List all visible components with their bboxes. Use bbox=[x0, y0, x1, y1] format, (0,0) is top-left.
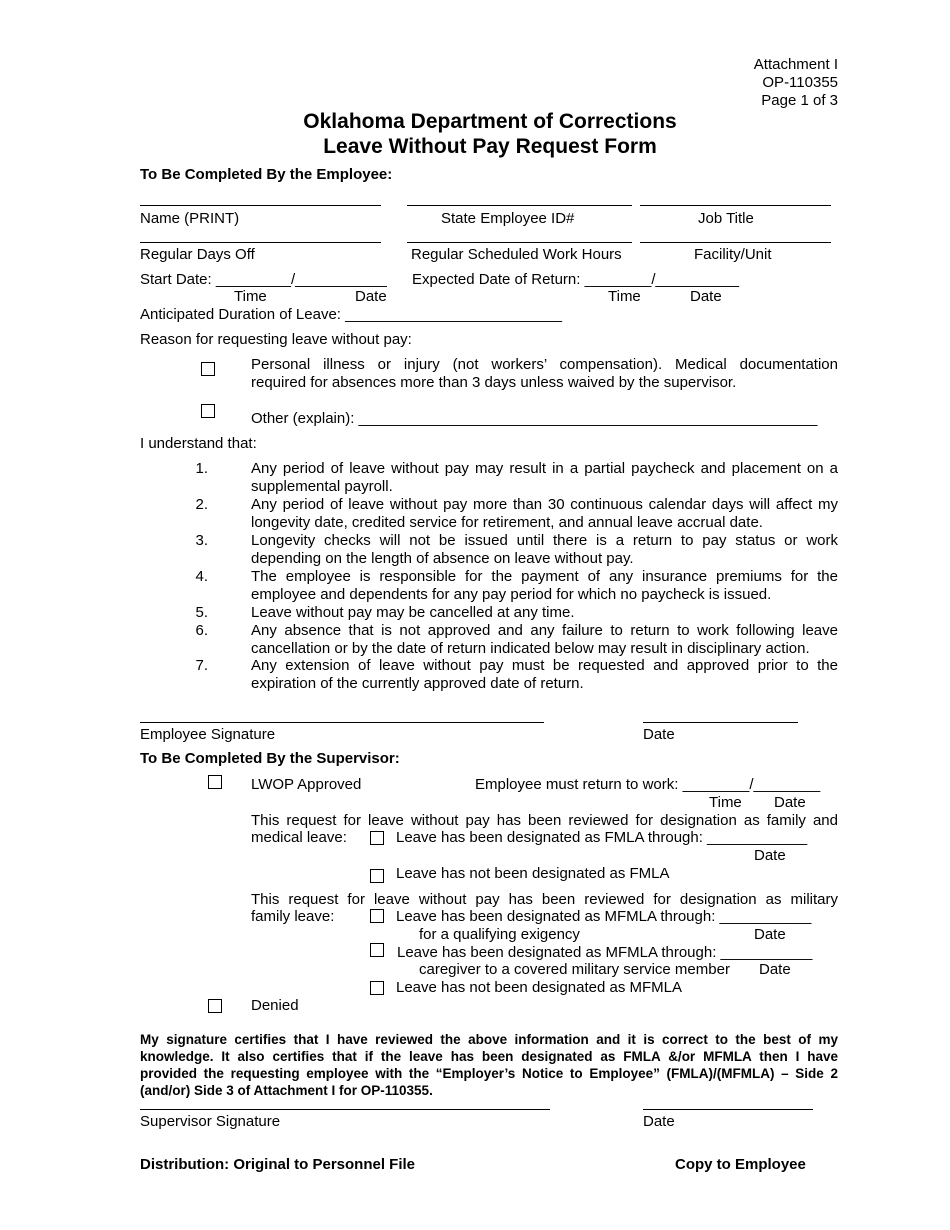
supervisor-signature-label: Supervisor Signature bbox=[140, 1113, 281, 1130]
employee-section-heading: To Be Completed By the Employee: bbox=[140, 166, 393, 183]
list-item: Any absence that is not approved and any failure to return to work following leave bbox=[251, 622, 838, 639]
list-number: 1. bbox=[195, 460, 208, 477]
mfmla-caregiver-date-caption: Date bbox=[759, 961, 791, 978]
start-date-field[interactable]: Start Date: _________/___________ bbox=[140, 271, 387, 288]
employee-date-label: Date bbox=[643, 726, 675, 743]
mfmla-not-designated-checkbox[interactable] bbox=[370, 981, 384, 995]
job-title-label: Job Title bbox=[698, 210, 754, 227]
return-date-field[interactable]: Expected Date of Return: ________/__________ bbox=[412, 271, 739, 288]
days-off-field[interactable] bbox=[140, 242, 381, 243]
name-field[interactable] bbox=[140, 205, 381, 206]
mfmla-intro: This request for leave without pay has been reviewed for designation as military bbox=[251, 891, 838, 908]
fmla-not-designated-checkbox[interactable] bbox=[370, 869, 384, 883]
employee-id-field[interactable] bbox=[407, 205, 632, 206]
fmla-not-designated-label: Leave has not been designated as FMLA bbox=[396, 865, 670, 882]
mfmla-exigency-sub: for a qualifying exigency bbox=[419, 926, 580, 943]
list-item: The employee is responsible for the payment of any insurance premiums for the bbox=[251, 568, 838, 585]
mfmla-caregiver-checkbox[interactable] bbox=[370, 943, 384, 957]
list-number: 7. bbox=[195, 657, 208, 674]
illness-reason-text-2: required for absences more than 3 days unless waived by the supervisor. bbox=[251, 374, 737, 391]
facility-label: Facility/Unit bbox=[694, 246, 772, 263]
employee-signature-date-field[interactable] bbox=[643, 722, 798, 723]
mfmla-exigency-checkbox[interactable] bbox=[370, 909, 384, 923]
mfmla-exigency-date-caption: Date bbox=[754, 926, 786, 943]
denied-checkbox[interactable] bbox=[208, 999, 222, 1013]
supervisor-date-label: Date bbox=[643, 1113, 675, 1130]
fmla-designated-field[interactable]: Leave has been designated as FMLA through: ____________ bbox=[396, 829, 808, 846]
job-title-field[interactable] bbox=[640, 205, 831, 206]
list-item-cont: expiration of the currently approved date of return. bbox=[251, 675, 584, 692]
work-hours-label: Regular Scheduled Work Hours bbox=[411, 246, 622, 263]
op-number: OP-110355 bbox=[762, 74, 838, 91]
return-to-work-field[interactable]: Employee must return to work: ________/________ bbox=[475, 776, 821, 793]
supervisor-section-heading: To Be Completed By the Supervisor: bbox=[140, 750, 400, 767]
page-title: Oklahoma Department of Corrections bbox=[303, 110, 677, 133]
list-item: Any period of leave without pay may result in a partial paycheck and placement on a bbox=[251, 460, 838, 477]
illness-reason-text: Personal illness or injury (not workers’ compensation). Medical documentation bbox=[251, 356, 838, 373]
fmla-designated-checkbox[interactable] bbox=[370, 831, 384, 845]
start-time-caption: Time bbox=[234, 288, 267, 305]
days-off-label: Regular Days Off bbox=[140, 246, 255, 263]
employee-signature-label: Employee Signature bbox=[140, 726, 276, 743]
return-date-caption: Date bbox=[690, 288, 722, 305]
supervisor-signature-field[interactable] bbox=[140, 1109, 550, 1110]
mfmla-not-designated-label: Leave has not been designated as MFMLA bbox=[396, 979, 683, 996]
return-time-caption: Time bbox=[709, 794, 742, 811]
list-number: 3. bbox=[195, 532, 208, 549]
other-reason-checkbox[interactable] bbox=[201, 404, 215, 418]
list-item-cont: cancellation or by the date of return indicated below may result in disciplinary action. bbox=[251, 640, 810, 657]
list-item-cont: employee and dependents for any pay period for which no paycheck is issued. bbox=[251, 586, 772, 603]
supervisor-signature-date-field[interactable] bbox=[643, 1109, 813, 1110]
mfmla-intro-2: family leave: bbox=[251, 908, 335, 925]
fmla-intro: This request for leave without pay has been reviewed for designation as family and bbox=[251, 812, 838, 829]
form-title: Leave Without Pay Request Form bbox=[323, 135, 657, 158]
fmla-date-caption: Date bbox=[754, 847, 786, 864]
mfmla-caregiver-sub: caregiver to a covered military service member bbox=[419, 961, 730, 978]
employee-signature-field[interactable] bbox=[140, 722, 544, 723]
certification-text: My signature certifies that I have reviewed the above information and it is correct to the best of my bbox=[140, 1032, 838, 1047]
distribution-note: Distribution: Original to Personnel File bbox=[140, 1156, 416, 1173]
reason-prompt: Reason for requesting leave without pay: bbox=[140, 331, 412, 348]
duration-field[interactable]: Anticipated Duration of Leave: __________________________ bbox=[140, 306, 563, 323]
list-number: 5. bbox=[195, 604, 208, 621]
certification-text: provided the requesting employee with the “Employer’s Notice to Employee” (FMLA)/(MFMLA) – Side 2 bbox=[140, 1066, 838, 1081]
return-time-caption: Time bbox=[608, 288, 641, 305]
list-item: Longevity checks will not be issued until there is a return to pay status or work bbox=[251, 532, 838, 549]
list-item-cont: depending on the length of absence on leave without pay. bbox=[251, 550, 634, 567]
mfmla-exigency-field[interactable]: Leave has been designated as MFMLA through: ___________ bbox=[396, 908, 812, 925]
lwop-approved-checkbox[interactable] bbox=[208, 775, 222, 789]
illness-checkbox[interactable] bbox=[201, 362, 215, 376]
certification-text: knowledge. It also certifies that if the leave has been designated as FMLA &/or MFMLA then I have bbox=[140, 1049, 838, 1064]
certification-text: (and/or) Side 3 of Attachment I for OP-110355. bbox=[140, 1083, 433, 1098]
other-reason-field[interactable]: Other (explain): _______________________________________________________ bbox=[251, 410, 818, 427]
list-item: Leave without pay may be cancelled at any time. bbox=[251, 604, 575, 621]
list-item-cont: supplemental payroll. bbox=[251, 478, 393, 495]
facility-field[interactable] bbox=[640, 242, 831, 243]
work-hours-field[interactable] bbox=[407, 242, 632, 243]
list-number: 4. bbox=[195, 568, 208, 585]
attachment-label: Attachment I bbox=[753, 56, 838, 73]
list-number: 6. bbox=[195, 622, 208, 639]
understand-prompt: I understand that: bbox=[140, 435, 257, 452]
page-number: Page 1 of 3 bbox=[761, 92, 838, 109]
list-item: Any extension of leave without pay must be requested and approved prior to the bbox=[251, 657, 838, 674]
name-label: Name (PRINT) bbox=[140, 210, 240, 227]
lwop-approved-label: LWOP Approved bbox=[251, 776, 362, 793]
denied-label: Denied bbox=[251, 997, 299, 1014]
return-date-caption: Date bbox=[774, 794, 806, 811]
employee-id-label: State Employee ID# bbox=[441, 210, 575, 227]
start-date-caption: Date bbox=[355, 288, 387, 305]
list-item-cont: longevity date, credited service for retirement, and annual leave accrual date. bbox=[251, 514, 763, 531]
copy-note: Copy to Employee bbox=[675, 1156, 806, 1173]
list-item: Any period of leave without pay more than 30 continuous calendar days will affect my bbox=[251, 496, 838, 513]
list-number: 2. bbox=[195, 496, 208, 513]
fmla-intro-2: medical leave: bbox=[251, 829, 347, 846]
mfmla-caregiver-field[interactable]: Leave has been designated as MFMLA through: ___________ bbox=[397, 944, 813, 961]
